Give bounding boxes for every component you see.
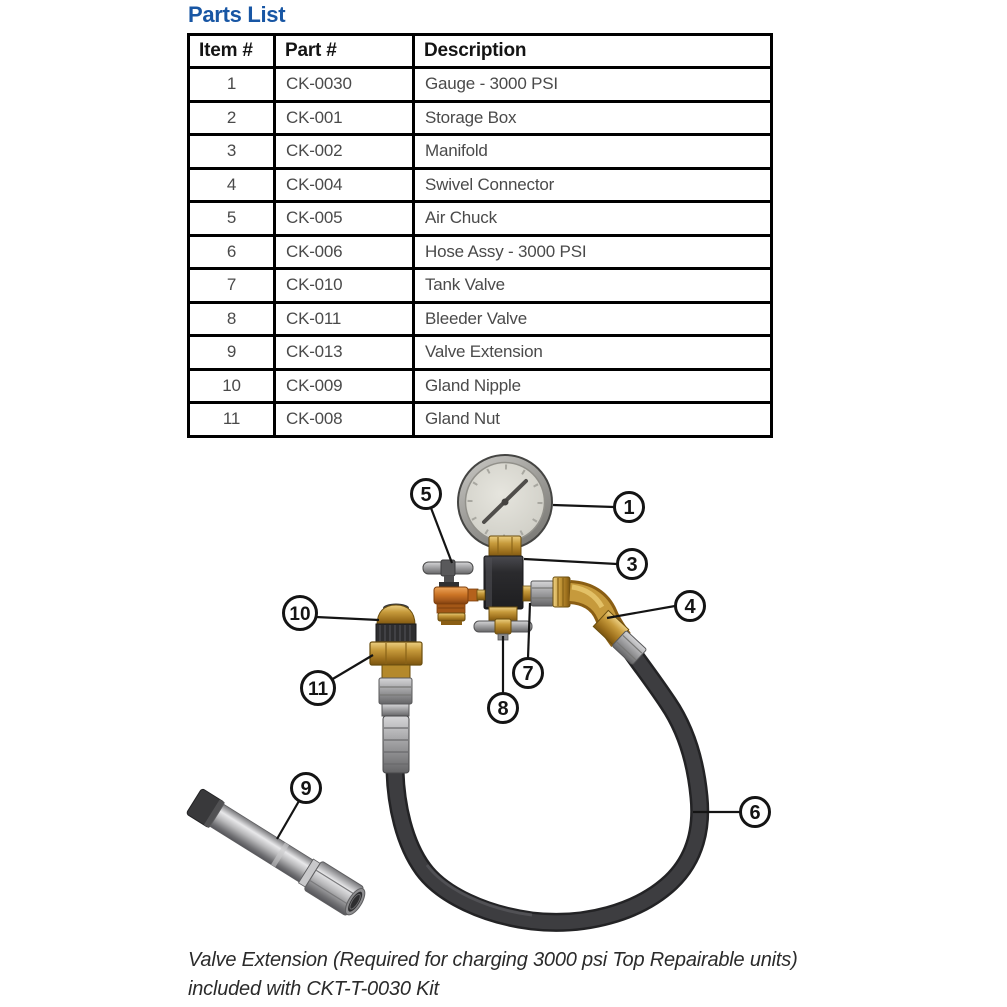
figure-caption: Valve Extension (Required for charging 3000 psi Top Repairable units) included with CKT-T-0030 Kit [188, 949, 798, 1000]
item-number: 2 [189, 101, 275, 135]
part-number: CK-005 [275, 202, 414, 236]
part-number: CK-006 [275, 235, 414, 269]
manifold-illustration [484, 556, 523, 609]
part-number: CK-013 [275, 336, 414, 370]
table-row [189, 68, 772, 102]
callout-10 [284, 597, 317, 630]
part-number: CK-002 [275, 135, 414, 169]
part-description: Tank Valve [414, 269, 772, 303]
table-header-row [189, 35, 772, 68]
part-description: Bleeder Valve [414, 302, 772, 336]
item-number: 5 [189, 202, 275, 236]
callout-4 [676, 592, 705, 621]
table-row [189, 302, 772, 336]
part-description: Swivel Connector [414, 168, 772, 202]
item-number: 3 [189, 135, 275, 169]
svg-text:7: 7 [522, 663, 534, 685]
page-title: Parts List [188, 2, 286, 27]
part-number: CK-004 [275, 168, 414, 202]
gauge-illustration [458, 455, 552, 557]
gland-fitting-illustration [370, 604, 422, 774]
bleeder-valve-illustration [474, 607, 532, 640]
valve-extension-illustration [185, 787, 370, 920]
svg-text:8: 8 [497, 698, 509, 720]
callout-9 [292, 774, 321, 803]
callout-8 [489, 694, 518, 723]
column-header-item: Item # [189, 35, 275, 68]
callout-1 [615, 493, 644, 522]
callout-3 [618, 550, 647, 579]
table-row [189, 403, 772, 437]
part-number: CK-001 [275, 101, 414, 135]
table-row [189, 202, 772, 236]
parts-table [187, 33, 773, 438]
hose-illustration [395, 651, 700, 922]
callout-6 [741, 798, 770, 827]
item-number: 8 [189, 302, 275, 336]
svg-text:5: 5 [420, 484, 432, 506]
svg-text:6: 6 [749, 802, 761, 824]
callout-7 [514, 659, 543, 688]
column-header-description: Description [414, 35, 772, 68]
table-row [189, 336, 772, 370]
part-number: CK-0030 [275, 68, 414, 102]
svg-text:9: 9 [300, 778, 312, 800]
table-row [189, 168, 772, 202]
table-row [189, 369, 772, 403]
table-row [189, 235, 772, 269]
part-description: Gland Nipple [414, 369, 772, 403]
part-description: Hose Assy - 3000 PSI [414, 235, 772, 269]
svg-text:4: 4 [684, 596, 696, 618]
part-description: Air Chuck [414, 202, 772, 236]
table-row [189, 101, 772, 135]
part-description: Valve Extension [414, 336, 772, 370]
swivel-connector-illustration [523, 577, 647, 665]
callout-11 [302, 672, 335, 705]
part-number: CK-009 [275, 369, 414, 403]
table-row [189, 269, 772, 303]
item-number: 6 [189, 235, 275, 269]
part-number: CK-011 [275, 302, 414, 336]
svg-text:10: 10 [289, 604, 311, 625]
column-header-part: Part # [275, 35, 414, 68]
item-number: 4 [189, 168, 275, 202]
item-number: 9 [189, 336, 275, 370]
callout-5 [412, 480, 441, 509]
part-description: Storage Box [414, 101, 772, 135]
table-row [189, 135, 772, 169]
air-chuck-illustration [423, 560, 485, 625]
item-number: 11 [189, 403, 275, 437]
part-number: CK-010 [275, 269, 414, 303]
part-description: Gland Nut [414, 403, 772, 437]
part-description: Gauge - 3000 PSI [414, 68, 772, 102]
part-number: CK-008 [275, 403, 414, 437]
item-number: 7 [189, 269, 275, 303]
item-number: 1 [189, 68, 275, 102]
svg-text:11: 11 [307, 679, 329, 700]
svg-text:1: 1 [623, 497, 635, 519]
part-description: Manifold [414, 135, 772, 169]
item-number: 10 [189, 369, 275, 403]
svg-text:3: 3 [626, 554, 638, 576]
assembly-diagram [180, 445, 800, 945]
